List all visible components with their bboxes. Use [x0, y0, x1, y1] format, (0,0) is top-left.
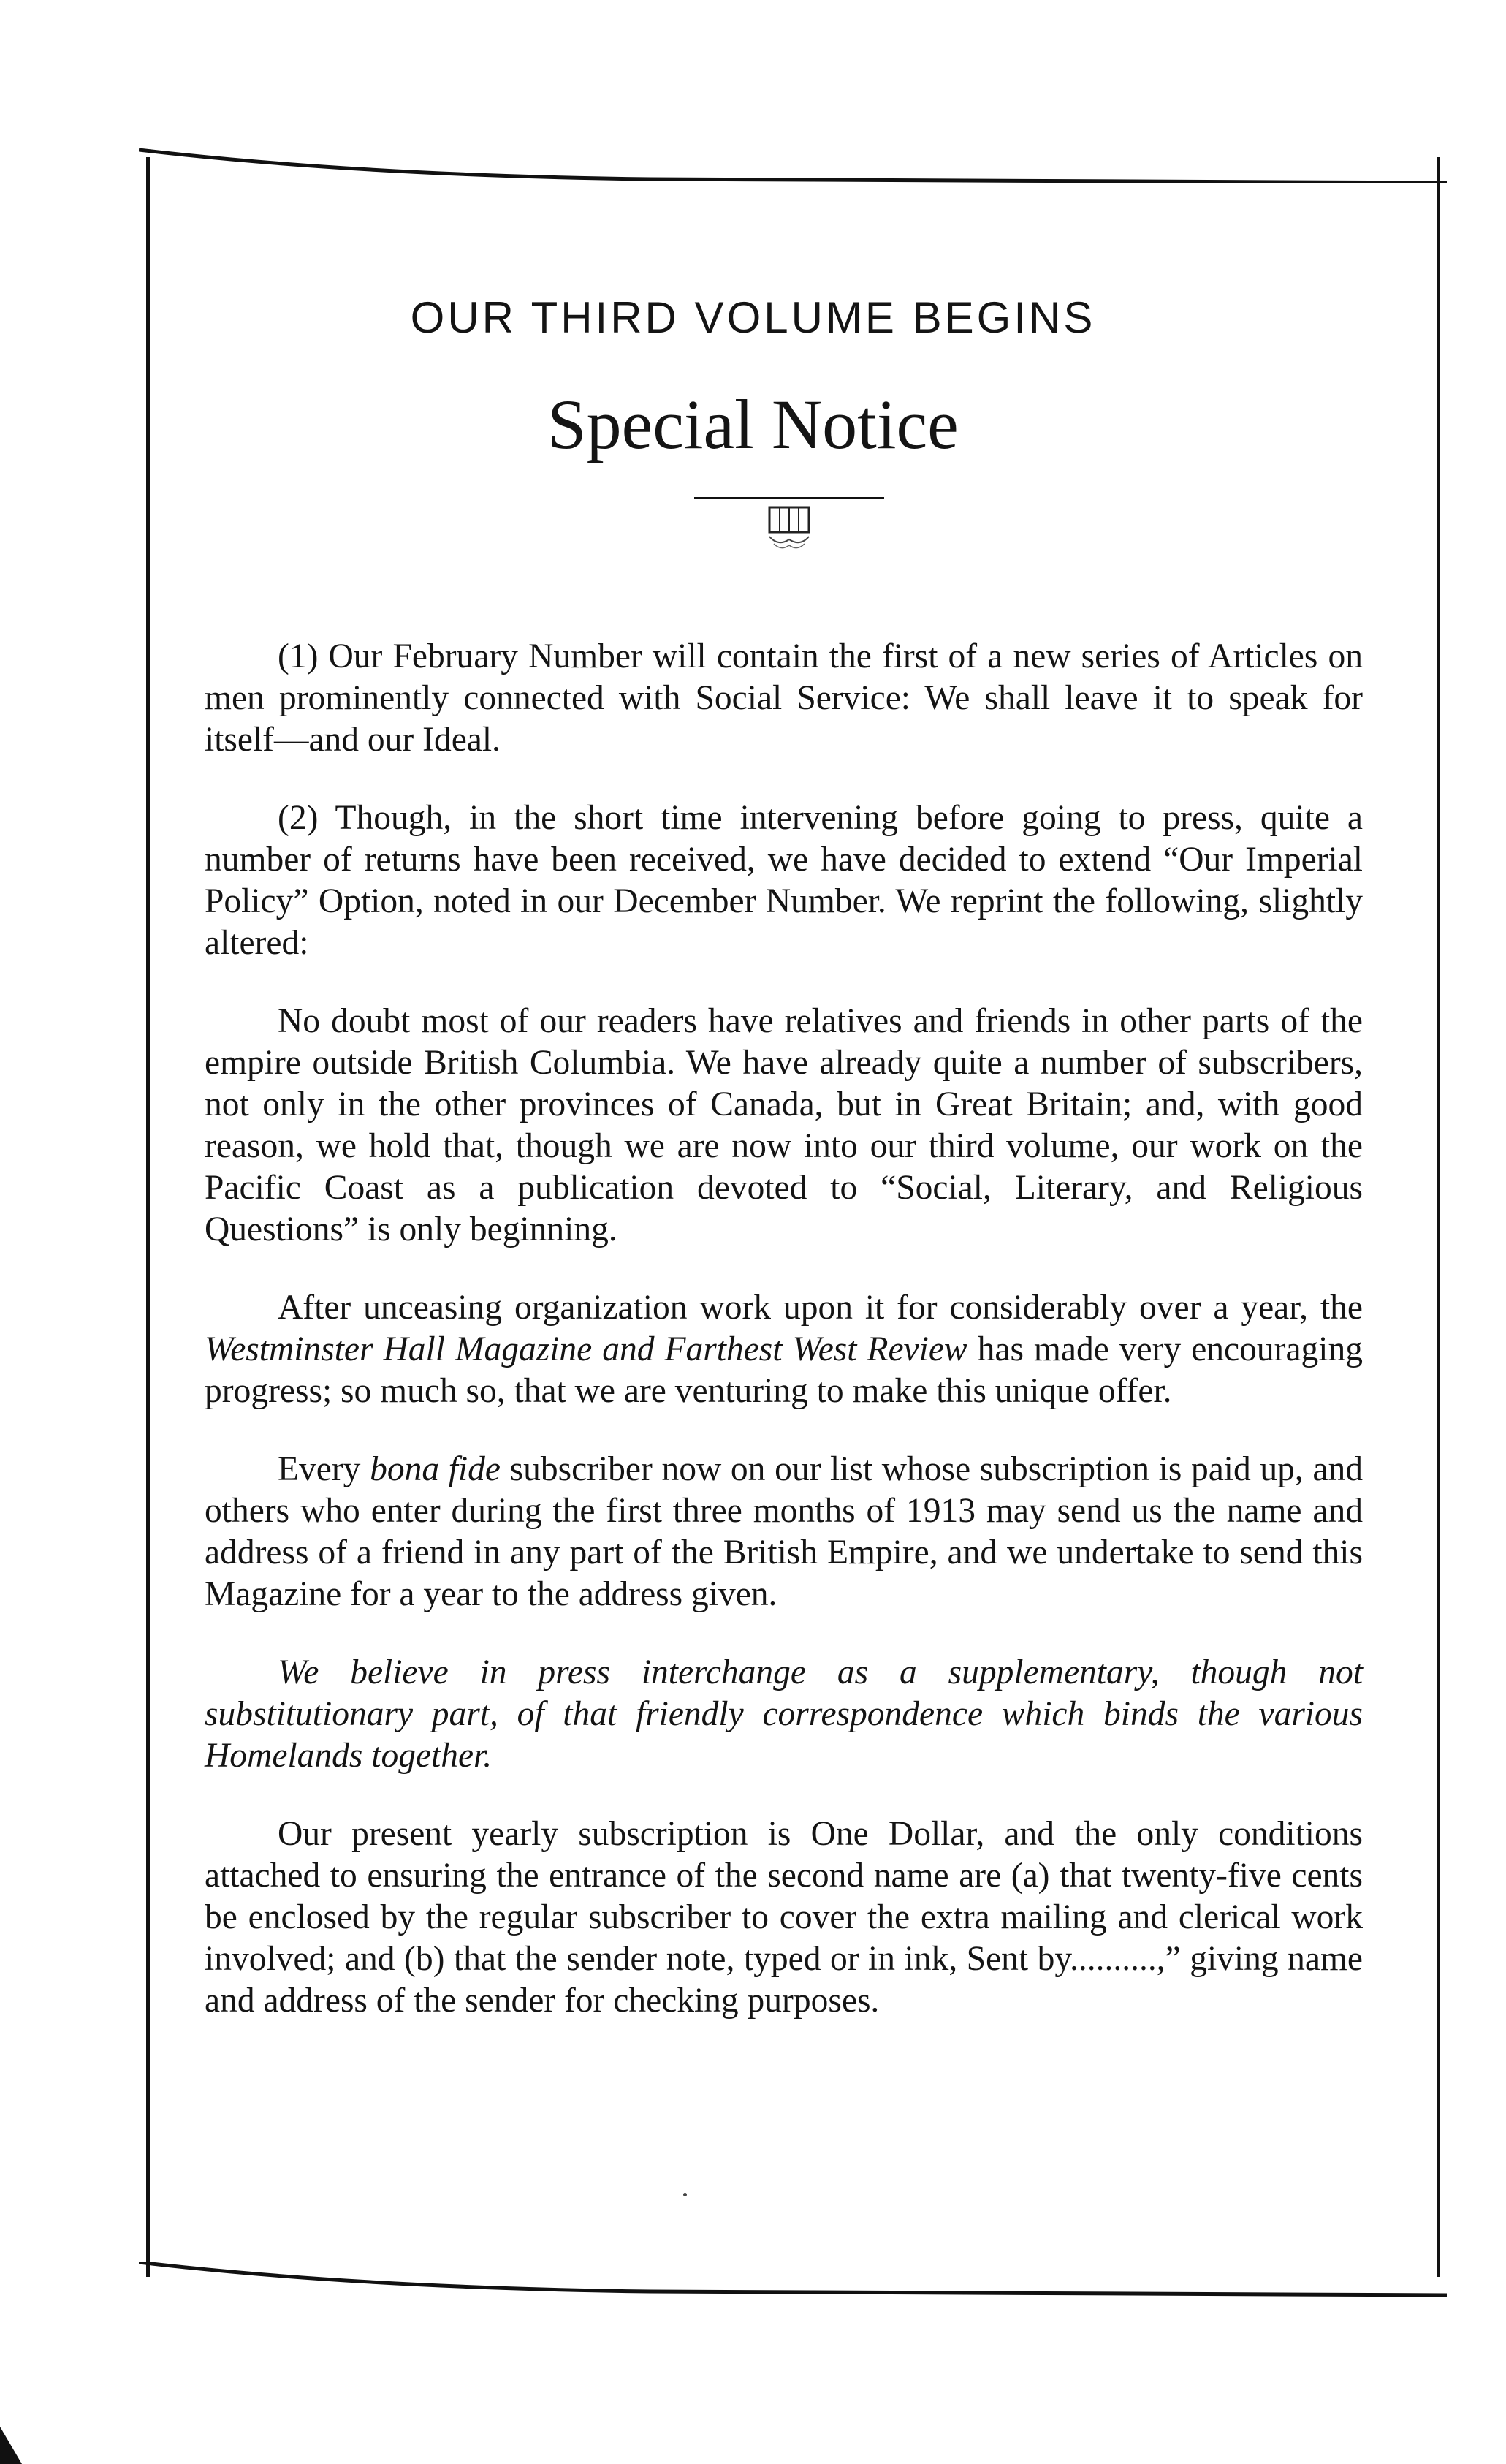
page-title: Special Notice [547, 385, 959, 463]
bona-fide-phrase: bona fide [370, 1450, 501, 1488]
paragraph-unique-offer [205, 1287, 1363, 1412]
paragraph-readers-relatives: No doubt most of our readers have relatives and friends in other parts of the empire outside British Columbia. We have already quite a number of subscribers, not only in the other provinces of Canada, but in Great Britain; and, with good reason, we hold that, though we are now into our third volume, our work on the Pacific Coast as a publication devoted to “Social, Literary, and Religious Questions” is only beginning. [205, 1002, 1363, 1248]
title-rule [694, 497, 884, 499]
paragraph-february-number: (1) Our February Number will contain the first of a new series of Articles on men prominently connected with Social Service: We shall leave it to speak for itself—and our Ideal. [205, 637, 1363, 759]
paragraph-press-interchange: We believe in press interchange as a supplementary, though not substitutionary part, of that friendly correspondence which binds the various Homelands together. [205, 1653, 1363, 1775]
bottom-border-rule [139, 2262, 1447, 2299]
notice-body [205, 636, 1363, 2058]
paragraph-text: has made very encouraging progress; so much so, that we are venturing to make this unique offer. [205, 1330, 1363, 1410]
paragraph-text: After unceasing organization work upon it for considerably over a year, the [278, 1289, 1363, 1327]
corner-scan-mark [0, 2427, 22, 2464]
magazine-title: Westminster Hall Magazine and Farthest West Review [205, 1330, 967, 1368]
paragraph-imperial-policy: (2) Though, in the short time intervening before going to press, quite a number of returns have been received, we have decided to extend “Our Imperial Policy” Option, noted in our December Number. We reprint the following, slightly altered: [205, 799, 1363, 962]
paragraph-text: subscriber now on our list whose subscription is paid up, and others who enter during the first three months of 1913 may send us the name and address of a friend in any part of the British Empire, and we undertake to send this Magazine for a year to the address given. [205, 1450, 1363, 1613]
speck-mark [683, 2193, 687, 2196]
paragraph-subscriber-offer [205, 1449, 1363, 1615]
kicker-heading: OUR THIRD VOLUME BEGINS [410, 293, 1096, 342]
paragraph-subscription-conditions: Our present yearly subscription is One Dollar, and the only conditions attached to ensuring the entrance of the second name are (a) that twenty-five cents be enclosed by the regular subscriber to cover the extra mailing and clerical work involved; and (b) that the sender note, typed or in ink, Sent by..........,” giving name and address of the sender for checking purposes. [205, 1815, 1363, 2020]
ornament-icon [764, 503, 815, 554]
paragraph-text: Every [278, 1450, 370, 1488]
top-border-rule [139, 146, 1447, 183]
